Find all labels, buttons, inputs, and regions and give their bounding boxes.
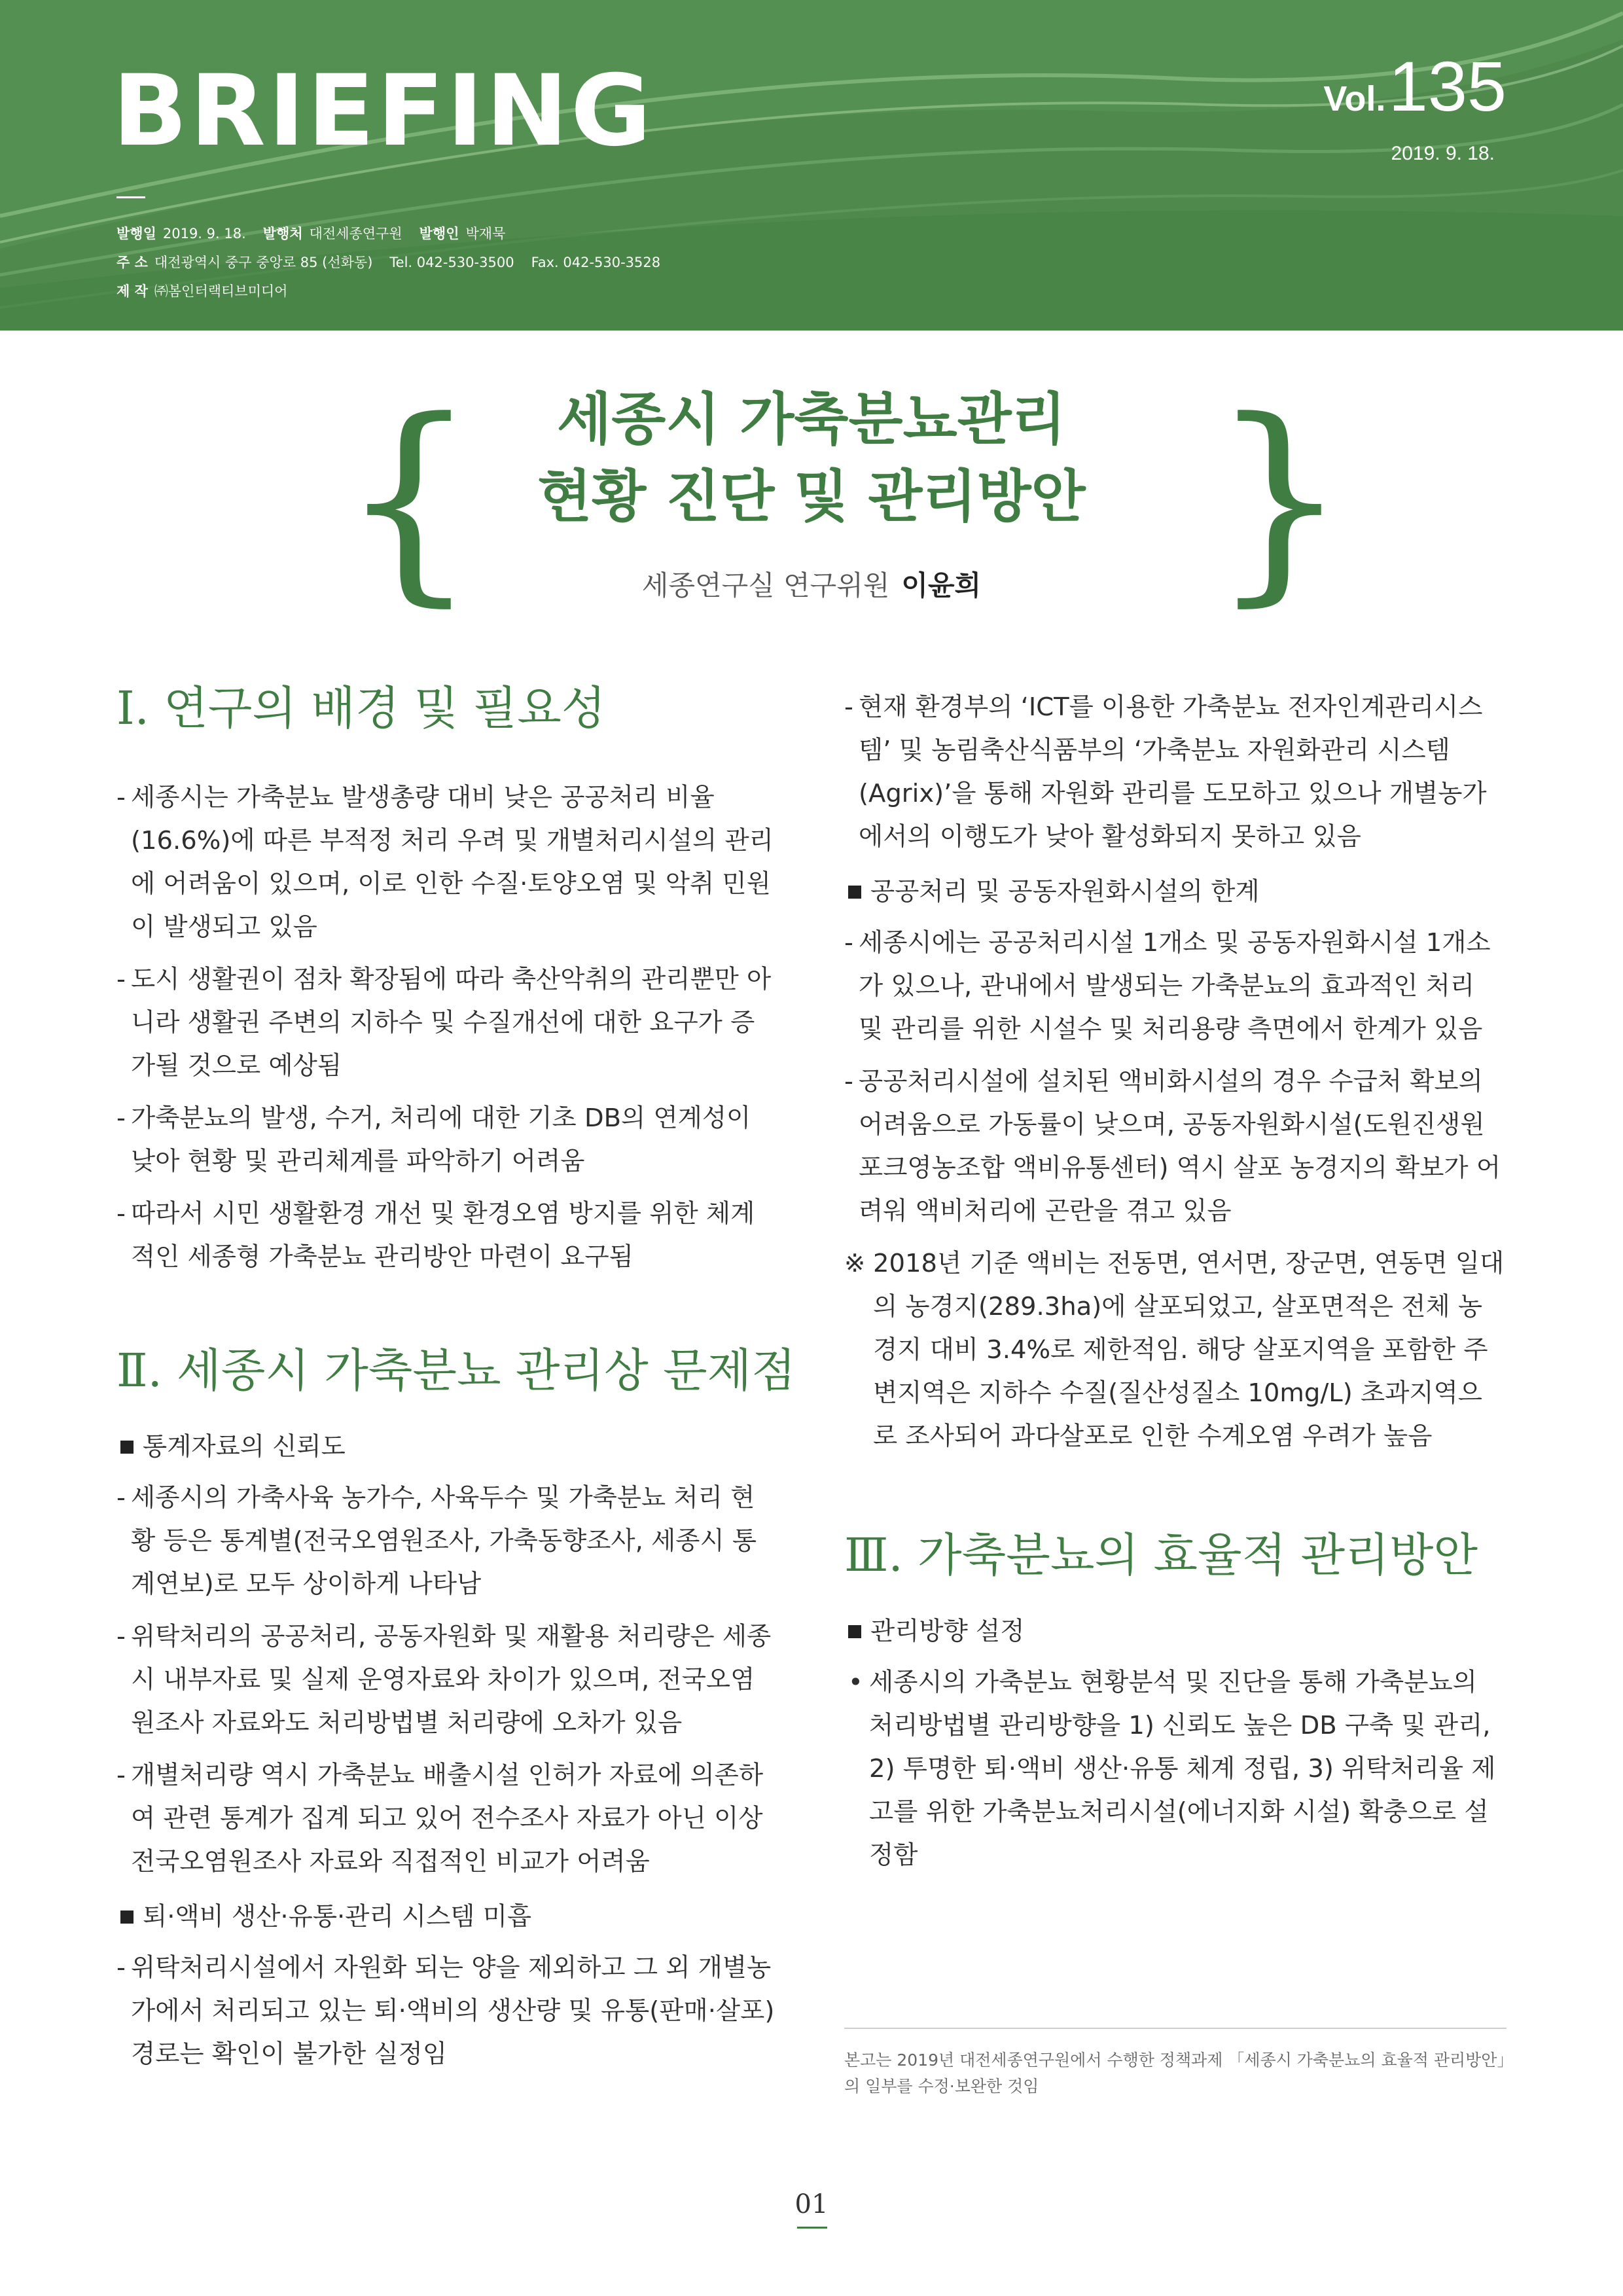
subheading: 공공처리 및 공동자원화시설의 한계 <box>844 870 1507 914</box>
fax-value: Fax. 042-530-3528 <box>531 255 661 270</box>
list-item: - 위탁처리시설에서 자원화 되는 양을 제외하고 그 외 개별농가에서 처리되고 있는 퇴·액비의 생산량 및 유통(판매·살포) 경로는 확인이 불가한 실정임 <box>116 1953 775 2069</box>
page-number: 01 <box>794 2189 829 2219</box>
volume-number <box>1323 46 1507 126</box>
volume-label: Vol. <box>1323 79 1386 118</box>
list-item: - 도시 생활권이 점차 확장됨에 따라 축산악취의 관리뿐만 아니라 생활권 주변의 지하수 및 수질개선에 대한 요구가 증가될 것으로 예상됨 <box>116 965 772 1081</box>
list-item: - 따라서 시민 생활환경 개선 및 환경오염 방지를 위한 체계적인 세종형 가축분뇨 관리방안 마련이 요구됨 <box>116 1199 755 1272</box>
author-role: 세종연구실 연구위원 <box>641 569 890 601</box>
volume-value: 135 <box>1388 46 1507 126</box>
issue-date: 2019. 9. 18. <box>1391 143 1495 164</box>
publication-info <box>116 219 660 306</box>
title-line-1: 세종시 가축분뇨관리 <box>557 387 1066 452</box>
pub-date-value: 2019. 9. 18. <box>162 226 246 242</box>
producer-key: 제 작 <box>116 283 148 299</box>
header-band <box>0 0 1623 331</box>
pubinfo-line-1 <box>116 219 660 248</box>
tel-value: Tel. 042-530-3500 <box>389 255 514 270</box>
square-bullet-icon <box>848 1625 861 1638</box>
page-number-underline <box>797 2227 827 2229</box>
pubinfo-line-2 <box>116 248 660 277</box>
issuer-key: 발행인 <box>419 226 459 242</box>
square-bullet-icon <box>120 1441 134 1454</box>
subheading: 통계자료의 신뢰도 <box>116 1426 777 1469</box>
list-item: - 세종시에는 공공처리시설 1개소 및 공동자원화시설 1개소가 있으나, 관내에서 발생되는 가축분뇨의 효과적인 처리 및 관리를 위한 시설수 및 처리용량 측면에서 한계가 있음 <box>844 928 1491 1044</box>
list-item: - 공공처리시설에 설치된 액비화시설의 경우 수급처 확보의 어려움으로 가동률이 낮으며, 공동자원화시설(도원진생원포크영농조합 액비유통센터) 역시 살포 농경지의 확보가 어려워 액비처리에 곤란을 겪고 있음 <box>844 1067 1501 1226</box>
author-name: 이윤희 <box>901 569 982 601</box>
right-column <box>844 686 1507 1886</box>
list-item: - 세종시의 가축사육 농가수, 사육두수 및 가축분뇨 처리 현황 등은 통계별(전국오염원조사, 가축동향조사, 세종시 통계연보)로 모두 상이하게 나타남 <box>116 1483 757 1599</box>
list-item: • 세종시의 가축분뇨 현황분석 및 진단을 통해 가축분뇨의 처리방법별 관리방향을 1) 신뢰도 높은 DB 구축 및 관리, 2) 투명한 퇴·액비 생산·유통 체계 정립, 3) 위탁처리율 제고를 위한 가축분뇨처리시설(에너지화 시설) 확충으로 설정함 <box>844 1661 1507 1877</box>
left-column <box>116 681 796 2085</box>
left-brace-decoration: { <box>340 374 478 625</box>
address-value: 대전광역시 중구 중앙로 85 (선화동) <box>154 255 373 270</box>
footnote: 본고는 2019년 대전세종연구원에서 수행한 정책과제 「세종시 가축분뇨의 효율적 관리방안」의 일부를 수정·보완한 것임 <box>844 2028 1507 2100</box>
pub-date-key: 발행일 <box>116 226 156 242</box>
list-item: - 현재 환경부의 ‘ICT를 이용한 가축분뇨 전자인계관리시스템’ 및 농림축산식품부의 ‘가축분뇨 자원화관리 시스템(Agrix)’을 통해 자원화 관리를 도모하고 있으나 개별농가에서의 이행도가 낮아 활성화되지 못하고 있음 <box>844 692 1487 852</box>
subheading: 관리방향 설정 <box>844 1610 1507 1653</box>
publisher-key: 발행처 <box>262 226 303 242</box>
list-item: - 위탁처리의 공공처리, 공동자원화 및 재활용 처리량은 세종시 내부자료 및 실제 운영자료와 차이가 있으며, 전국오염원조사 자료와도 처리방법별 처리량에 오차가 있음 <box>116 1622 772 1738</box>
section-1-title: Ⅰ. 연구의 배경 및 필요성 <box>116 681 606 735</box>
list-item: - 가축분뇨의 발생, 수거, 처리에 대한 기초 DB의 연계성이 낮아 현황 및 관리체계를 파악하기 어려움 <box>116 1103 751 1176</box>
note-mark-icon: ※ <box>844 1249 866 1278</box>
header-divider <box>116 196 145 198</box>
square-bullet-icon <box>848 886 861 899</box>
page-title <box>393 381 1230 535</box>
list-item: - 세종시는 가축분뇨 발생총량 대비 낮은 공공처리 비율(16.6%)에 따른 부적정 처리 우려 및 개별처리시설의 관리에 어려움이 있으며, 이로 인한 수질·토양오염 및 악취 민원이 발생되고 있음 <box>116 783 774 942</box>
address-key: 주 소 <box>116 255 148 270</box>
brand-logo: BRIEFING <box>113 54 654 168</box>
note-item: ※ 2018년 기준 액비는 전동면, 연서면, 장군면, 연동면 일대의 농경지(289.3ha)에 살포되었고, 살포면적은 전체 농경지 대비 3.4%로 제한적임. 해당 살포지역을 포함한 주변지역은 지하수 수질(질산성질소 10mg/L) 초과지역으로 조사되어 과다살포로 인한 수계오염 우려가 높음 <box>844 1242 1507 1458</box>
producer-value: ㈜봄인터랙티브미디어 <box>154 283 288 299</box>
issuer-value: 박재묵 <box>465 226 506 242</box>
square-bullet-icon <box>120 1910 134 1924</box>
section-3-title: Ⅲ. 가축분뇨의 효율적 관리방안 <box>844 1528 1478 1582</box>
right-brace-decoration: } <box>1211 374 1348 625</box>
pubinfo-line-3 <box>116 277 660 306</box>
dot-bullet-icon: • <box>848 1668 863 1697</box>
publisher-value: 대전세종연구원 <box>309 226 402 242</box>
list-item: - 개별처리량 역시 가축분뇨 배출시설 인허가 자료에 의존하여 관련 통계가 집계 되고 있어 전수조사 자료가 아닌 이상 전국오염원조사 자료와 직접적인 비교가 어려움 <box>116 1761 764 1876</box>
subheading: 퇴·액비 생산·유통·관리 시스템 미흡 <box>116 1895 777 1939</box>
byline <box>393 564 1230 603</box>
section-2-title: Ⅱ. 세종시 가축분뇨 관리상 문제점 <box>116 1344 796 1397</box>
title-line-2: 현황 진단 및 관리방안 <box>537 464 1086 529</box>
